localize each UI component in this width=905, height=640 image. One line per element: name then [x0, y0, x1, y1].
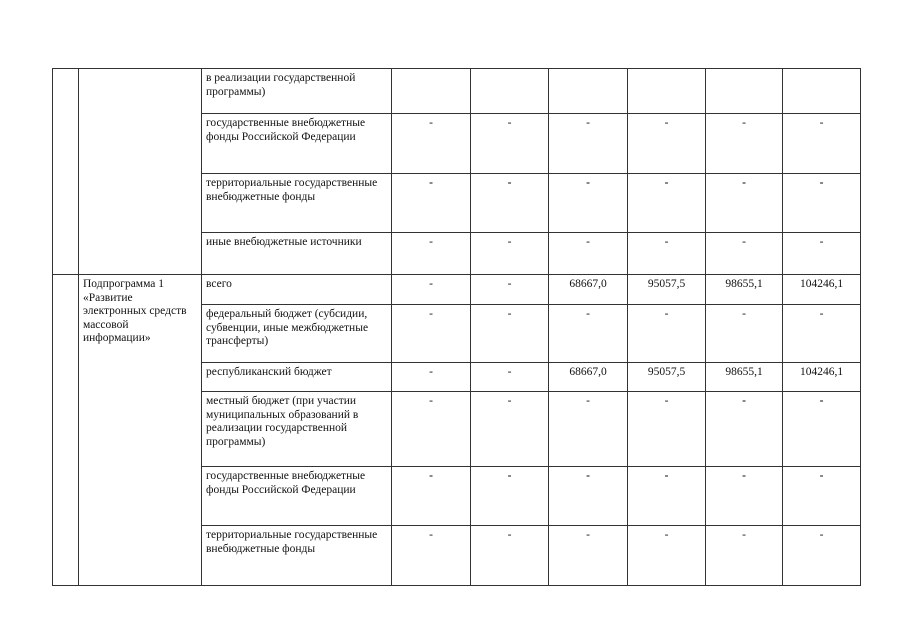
funding-source-cell: всего [202, 275, 392, 305]
value-cell: - [549, 392, 628, 467]
value-cell: - [628, 526, 706, 586]
value-cell: - [783, 305, 861, 363]
value-cell: - [706, 305, 783, 363]
value-cell: - [471, 526, 549, 586]
value-cell: - [392, 174, 471, 233]
value-cell: - [628, 392, 706, 467]
value-cell: - [471, 305, 549, 363]
number-cell [53, 275, 79, 586]
value-cell [392, 69, 471, 114]
value-cell: 95057,5 [628, 275, 706, 305]
value-cell: 95057,5 [628, 363, 706, 392]
table-row [53, 69, 861, 114]
value-cell: - [392, 233, 471, 275]
value-cell [471, 69, 549, 114]
value-cell: - [706, 233, 783, 275]
value-cell: - [783, 467, 861, 526]
value-cell: - [549, 305, 628, 363]
value-cell: - [549, 467, 628, 526]
value-cell: - [549, 233, 628, 275]
funding-source-cell: в реализации государственной программы) [202, 69, 392, 114]
value-cell: - [392, 305, 471, 363]
value-cell: - [471, 363, 549, 392]
value-cell: - [783, 392, 861, 467]
value-cell: - [628, 174, 706, 233]
value-cell: - [706, 467, 783, 526]
value-cell: - [706, 526, 783, 586]
value-cell: 68667,0 [549, 275, 628, 305]
funding-source-cell: государственные внебюджетные фонды Российской Федерации [202, 467, 392, 526]
value-cell: 68667,0 [549, 363, 628, 392]
value-cell: - [783, 114, 861, 174]
budget-table [52, 68, 861, 586]
value-cell: - [471, 392, 549, 467]
value-cell: - [549, 526, 628, 586]
subprogram-name-cell: Подпрограмма 1 «Развитие электронных средств массовой информации» [79, 275, 202, 586]
value-cell: - [783, 233, 861, 275]
funding-source-cell: местный бюджет (при участии муниципальных образований в реализации государственной программы) [202, 392, 392, 467]
funding-source-cell: республиканский бюджет [202, 363, 392, 392]
value-cell: - [392, 467, 471, 526]
value-cell [706, 69, 783, 114]
value-cell [783, 69, 861, 114]
funding-source-cell: территориальные государственные внебюджетные фонды [202, 174, 392, 233]
value-cell: - [628, 233, 706, 275]
value-cell: 98655,1 [706, 363, 783, 392]
value-cell: - [628, 467, 706, 526]
value-cell: 104246,1 [783, 275, 861, 305]
program-name-cell [79, 69, 202, 275]
value-cell: - [392, 526, 471, 586]
value-cell: - [471, 114, 549, 174]
value-cell: - [549, 114, 628, 174]
value-cell: - [392, 363, 471, 392]
value-cell: - [392, 114, 471, 174]
value-cell: - [471, 233, 549, 275]
value-cell: - [471, 467, 549, 526]
value-cell: - [628, 114, 706, 174]
value-cell: - [392, 392, 471, 467]
value-cell: - [706, 114, 783, 174]
value-cell: - [706, 392, 783, 467]
value-cell: 104246,1 [783, 363, 861, 392]
number-cell [53, 69, 79, 275]
value-cell [549, 69, 628, 114]
value-cell: - [783, 174, 861, 233]
funding-source-cell: федеральный бюджет (субсидии, субвенции, иные межбюджетные трансферты) [202, 305, 392, 363]
value-cell: - [471, 275, 549, 305]
value-cell [628, 69, 706, 114]
value-cell: - [549, 174, 628, 233]
funding-source-cell: государственные внебюджетные фонды Российской Федерации [202, 114, 392, 174]
value-cell: - [706, 174, 783, 233]
funding-source-cell: иные внебюджетные источники [202, 233, 392, 275]
funding-source-cell: территориальные государственные внебюджетные фонды [202, 526, 392, 586]
value-cell: - [392, 275, 471, 305]
table-row [53, 275, 861, 305]
value-cell: - [783, 526, 861, 586]
value-cell: - [628, 305, 706, 363]
value-cell: - [471, 174, 549, 233]
value-cell: 98655,1 [706, 275, 783, 305]
